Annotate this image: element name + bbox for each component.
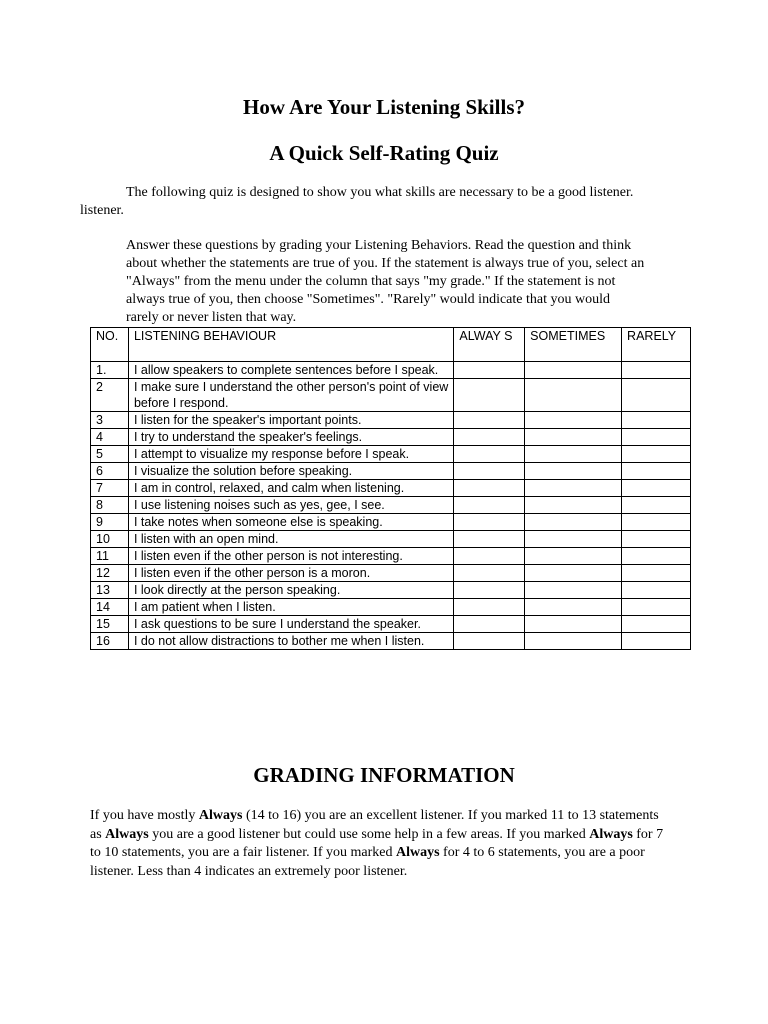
row-behaviour: I attempt to visualize my response before I speak. xyxy=(128,446,453,463)
grade-cell-sometimes[interactable] xyxy=(525,531,622,548)
row-number: 5 xyxy=(91,446,129,463)
grade-cell-rarely[interactable] xyxy=(622,480,691,497)
header-rarely: RARELY xyxy=(622,328,691,362)
grade-cell-sometimes[interactable] xyxy=(525,616,622,633)
quiz-table-body xyxy=(91,362,691,650)
grading-text-segment: If you have mostly xyxy=(90,808,199,823)
header-behaviour: LISTENING BEHAVIOUR xyxy=(128,328,453,362)
row-number: 11 xyxy=(91,548,129,565)
grade-cell-always[interactable] xyxy=(454,582,525,599)
page-subtitle: A Quick Self-Rating Quiz xyxy=(269,141,499,165)
grading-paragraph xyxy=(90,807,665,881)
row-number: 7 xyxy=(91,480,129,497)
row-number: 14 xyxy=(91,599,129,616)
grading-emphasis: Always xyxy=(198,808,243,823)
grade-cell-rarely[interactable] xyxy=(622,362,691,379)
grade-cell-always[interactable] xyxy=(454,599,525,616)
table-row xyxy=(91,531,691,548)
table-row xyxy=(91,446,691,463)
grade-cell-sometimes[interactable] xyxy=(525,412,622,429)
grade-cell-always[interactable] xyxy=(454,480,525,497)
header-no: NO. xyxy=(91,328,129,362)
grade-cell-rarely[interactable] xyxy=(622,531,691,548)
row-behaviour: I ask questions to be sure I understand the speaker. xyxy=(128,616,453,633)
table-row xyxy=(91,429,691,446)
row-behaviour: I look directly at the person speaking. xyxy=(128,582,453,599)
grade-cell-sometimes[interactable] xyxy=(525,362,622,379)
grade-cell-sometimes[interactable] xyxy=(525,497,622,514)
page-title: How Are Your Listening Skills? xyxy=(242,95,525,119)
header-always: ALWAY S xyxy=(454,328,525,362)
grade-cell-rarely[interactable] xyxy=(622,514,691,531)
grade-cell-always[interactable] xyxy=(454,463,525,480)
row-number: 1. xyxy=(91,362,129,379)
row-behaviour: I make sure I understand the other person's point of view before I respond. xyxy=(128,379,453,412)
grade-cell-always[interactable] xyxy=(454,616,525,633)
row-behaviour: I listen even if the other person is a moron. xyxy=(128,565,453,582)
quiz-table xyxy=(90,327,691,650)
row-behaviour: I use listening noises such as yes, gee, I see. xyxy=(128,497,453,514)
grading-title: GRADING INFORMATION xyxy=(253,763,515,787)
row-number: 4 xyxy=(91,429,129,446)
grade-cell-rarely[interactable] xyxy=(622,599,691,616)
table-row xyxy=(91,463,691,480)
grade-cell-rarely[interactable] xyxy=(622,463,691,480)
row-behaviour: I listen for the speaker's important points. xyxy=(128,412,453,429)
grade-cell-always[interactable] xyxy=(454,362,525,379)
table-row xyxy=(91,599,691,616)
grade-cell-rarely[interactable] xyxy=(622,412,691,429)
row-behaviour: I listen even if the other person is not interesting. xyxy=(128,548,453,565)
grade-cell-sometimes[interactable] xyxy=(525,548,622,565)
grade-cell-rarely[interactable] xyxy=(622,429,691,446)
row-behaviour: I am patient when I listen. xyxy=(128,599,453,616)
row-number: 12 xyxy=(91,565,129,582)
table-row xyxy=(91,514,691,531)
grade-cell-always[interactable] xyxy=(454,514,525,531)
table-row xyxy=(91,616,691,633)
grade-cell-sometimes[interactable] xyxy=(525,514,622,531)
grading-text-segment: for 4 to 6 statements, you are a poor listener. Less than 4 indicates an extremely poor listener. xyxy=(90,845,645,879)
table-row xyxy=(91,412,691,429)
grading-emphasis: Always xyxy=(395,845,440,860)
grade-cell-always[interactable] xyxy=(454,446,525,463)
row-behaviour: I listen with an open mind. xyxy=(128,531,453,548)
grade-cell-rarely[interactable] xyxy=(622,565,691,582)
row-behaviour: I am in control, relaxed, and calm when listening. xyxy=(128,480,453,497)
table-row xyxy=(91,633,691,650)
grade-cell-sometimes[interactable] xyxy=(525,429,622,446)
grading-text-segment: for 7 to 10 statements, you are a fair listener. If you marked xyxy=(90,826,664,860)
table-row xyxy=(91,379,691,412)
row-behaviour: I do not allow distractions to bother me when I listen. xyxy=(128,633,453,650)
header-sometimes: SOMETIMES xyxy=(525,328,622,362)
grade-cell-rarely[interactable] xyxy=(622,616,691,633)
table-row xyxy=(91,480,691,497)
grade-cell-sometimes[interactable] xyxy=(525,446,622,463)
grade-cell-always[interactable] xyxy=(454,429,525,446)
grade-cell-rarely[interactable] xyxy=(622,446,691,463)
row-number: 2 xyxy=(91,379,129,412)
grade-cell-always[interactable] xyxy=(454,548,525,565)
grade-cell-always[interactable] xyxy=(454,412,525,429)
row-number: 15 xyxy=(91,616,129,633)
grading-text-segment: (14 to 16) you are an excellent listener. If you marked 11 to 13 statements as xyxy=(90,808,659,842)
grading-emphasis: Always xyxy=(105,826,149,842)
grade-cell-sometimes[interactable] xyxy=(525,582,622,599)
grade-cell-sometimes[interactable] xyxy=(525,480,622,497)
row-number: 13 xyxy=(91,582,129,599)
grade-cell-sometimes[interactable] xyxy=(525,565,622,582)
table-row xyxy=(91,548,691,565)
table-row xyxy=(91,497,691,514)
grade-cell-always[interactable] xyxy=(454,497,525,514)
grade-cell-always[interactable] xyxy=(454,379,525,412)
grading-text-segment: you are a good listener but could use some help in a few areas. If you marked xyxy=(148,826,590,842)
row-number: 3 xyxy=(91,412,129,429)
row-behaviour: I visualize the solution before speaking. xyxy=(128,463,453,480)
row-behaviour: I allow speakers to complete sentences before I speak. xyxy=(128,362,453,379)
table-row xyxy=(91,582,691,599)
intro-paragraph: The following quiz is designed to show you what skills are necessary to be a good listener. listener. xyxy=(80,185,634,218)
row-behaviour: I take notes when someone else is speaking. xyxy=(128,514,453,531)
row-number: 8 xyxy=(91,497,129,514)
row-behaviour: I try to understand the speaker's feelings. xyxy=(128,429,453,446)
grade-cell-sometimes[interactable] xyxy=(525,463,622,480)
table-row xyxy=(91,362,691,379)
row-number: 10 xyxy=(91,531,129,548)
grade-cell-sometimes[interactable] xyxy=(525,379,622,412)
row-number: 16 xyxy=(91,633,129,650)
grade-cell-rarely[interactable] xyxy=(622,548,691,565)
grade-cell-rarely[interactable] xyxy=(622,582,691,599)
row-number: 6 xyxy=(91,463,129,480)
grade-cell-rarely[interactable] xyxy=(622,379,691,412)
instructions-paragraph: Answer these questions by grading your Listening Behaviors. Read the question and think about whether the statements are true of you. If the statement is always true of you, select an "Always" from the menu under the column that says "my grade." If the statement is not always true of you, then choose "Sometimes". "Rarely" would indicate that you would rarely or never listen that way. xyxy=(126,238,645,325)
grade-cell-always[interactable] xyxy=(454,633,525,650)
grade-cell-sometimes[interactable] xyxy=(525,633,622,650)
grade-cell-rarely[interactable] xyxy=(622,497,691,514)
grade-cell-always[interactable] xyxy=(454,565,525,582)
grade-cell-rarely[interactable] xyxy=(622,633,691,650)
grade-cell-sometimes[interactable] xyxy=(525,599,622,616)
table-row xyxy=(91,565,691,582)
table-header-row xyxy=(91,328,691,362)
grading-emphasis: Always xyxy=(589,826,633,842)
grade-cell-always[interactable] xyxy=(454,531,525,548)
row-number: 9 xyxy=(91,514,129,531)
